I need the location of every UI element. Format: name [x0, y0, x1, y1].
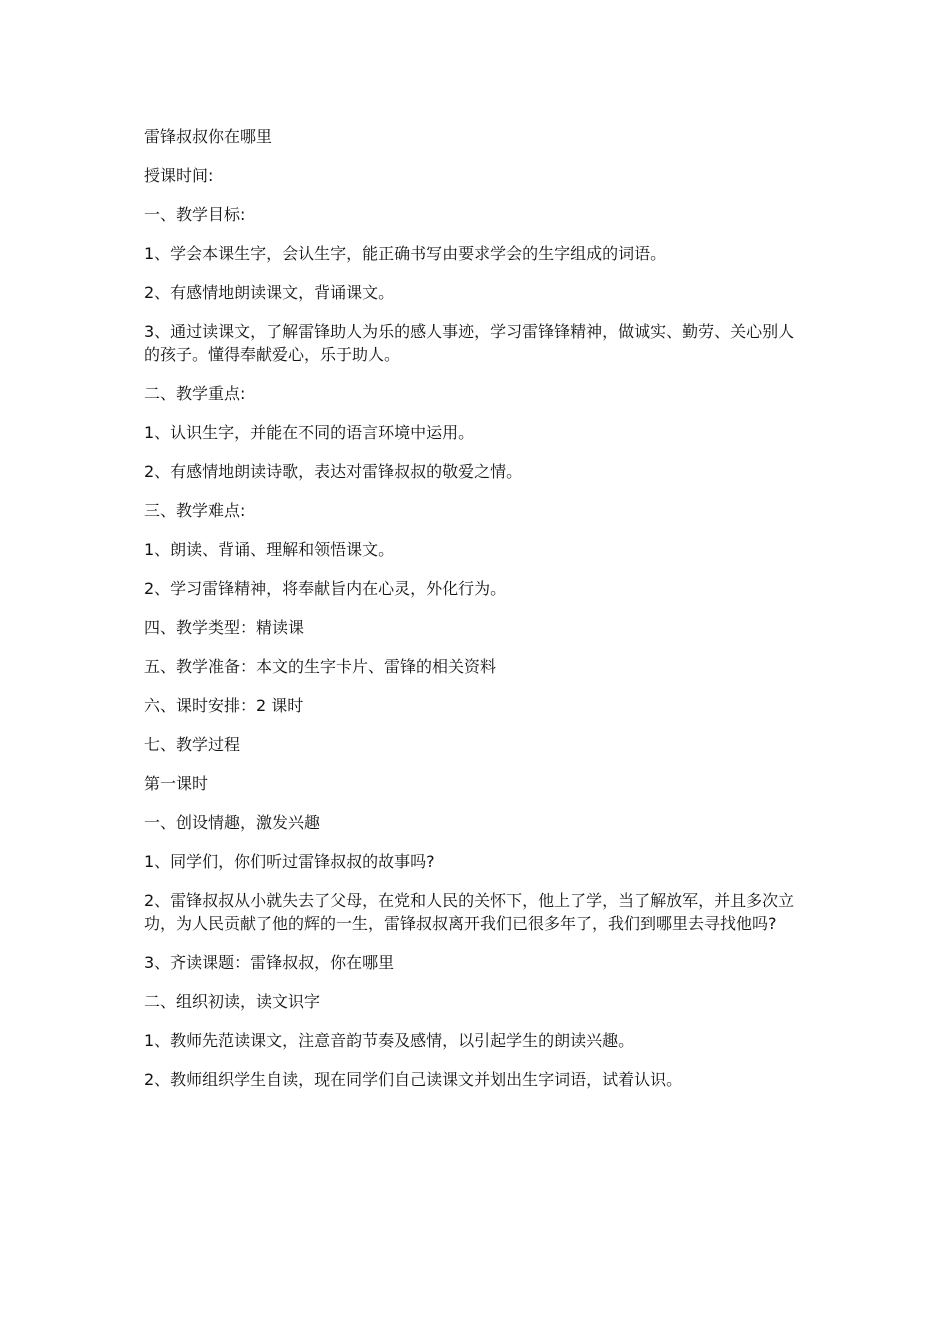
- paragraph: 2、有感情地朗读课文，背诵课文。: [144, 283, 395, 302]
- paragraph: 二、教学重点:: [144, 384, 246, 403]
- paragraph: 六、课时安排：2 课时: [144, 696, 304, 715]
- paragraph: 1、同学们，你们听过雷锋叔叔的故事吗?: [144, 852, 435, 871]
- paragraph: 3、通过读课文，了解雷锋助人为乐的感人事迹，学习雷锋锋精神，做诚实、勤劳、关心别人的孩子。懂得奉献爱心，乐于助人。: [144, 322, 795, 364]
- document-title: 雷锋叔叔你在哪里: [144, 127, 273, 146]
- paragraph: 二、组织初读，读文识字: [144, 992, 321, 1011]
- paragraph: 第一课时: [144, 774, 209, 793]
- paragraph: 2、雷锋叔叔从小就失去了父母，在党和人民的关怀下，他上了学，当了解放军，并且多次立功，为人民贡献了他的辉的一生，雷锋叔叔离开我们已很多年了，我们到哪里去寻找他吗?: [144, 891, 795, 933]
- paragraph: 授课时间:: [144, 166, 214, 185]
- paragraph: 一、教学目标:: [144, 205, 246, 224]
- paragraph: 1、学会本课生字，会认生字，能正确书写由要求学会的生字组成的词语。: [144, 244, 667, 263]
- paragraph: 三、教学难点:: [144, 501, 246, 520]
- paragraph: 1、认识生字，并能在不同的语言环境中运用。: [144, 423, 475, 442]
- paragraph: 七、教学过程: [144, 735, 241, 754]
- paragraph: 3、齐读课题：雷锋叔叔，你在哪里: [144, 953, 395, 972]
- document-body: [144, 125, 808, 1107]
- paragraph: 1、朗读、背诵、理解和领悟课文。: [144, 540, 395, 559]
- paragraph: 四、教学类型：精读课: [144, 618, 305, 637]
- paragraph: 2、学习雷锋精神，将奉献旨内在心灵，外化行为。: [144, 579, 507, 598]
- paragraph: 2、教师组织学生自读，现在同学们自己读课文并划出生字词语，试着认识。: [144, 1070, 683, 1089]
- paragraph: 2、有感情地朗读诗歌，表达对雷锋叔叔的敬爱之情。: [144, 462, 523, 481]
- paragraph: 一、创设情趣，激发兴趣: [144, 813, 321, 832]
- paragraph: 1、教师先范读课文，注意音韵节奏及感情，以引起学生的朗读兴趣。: [144, 1031, 635, 1050]
- paragraph: 五、教学准备：本文的生字卡片、雷锋的相关资料: [144, 657, 497, 676]
